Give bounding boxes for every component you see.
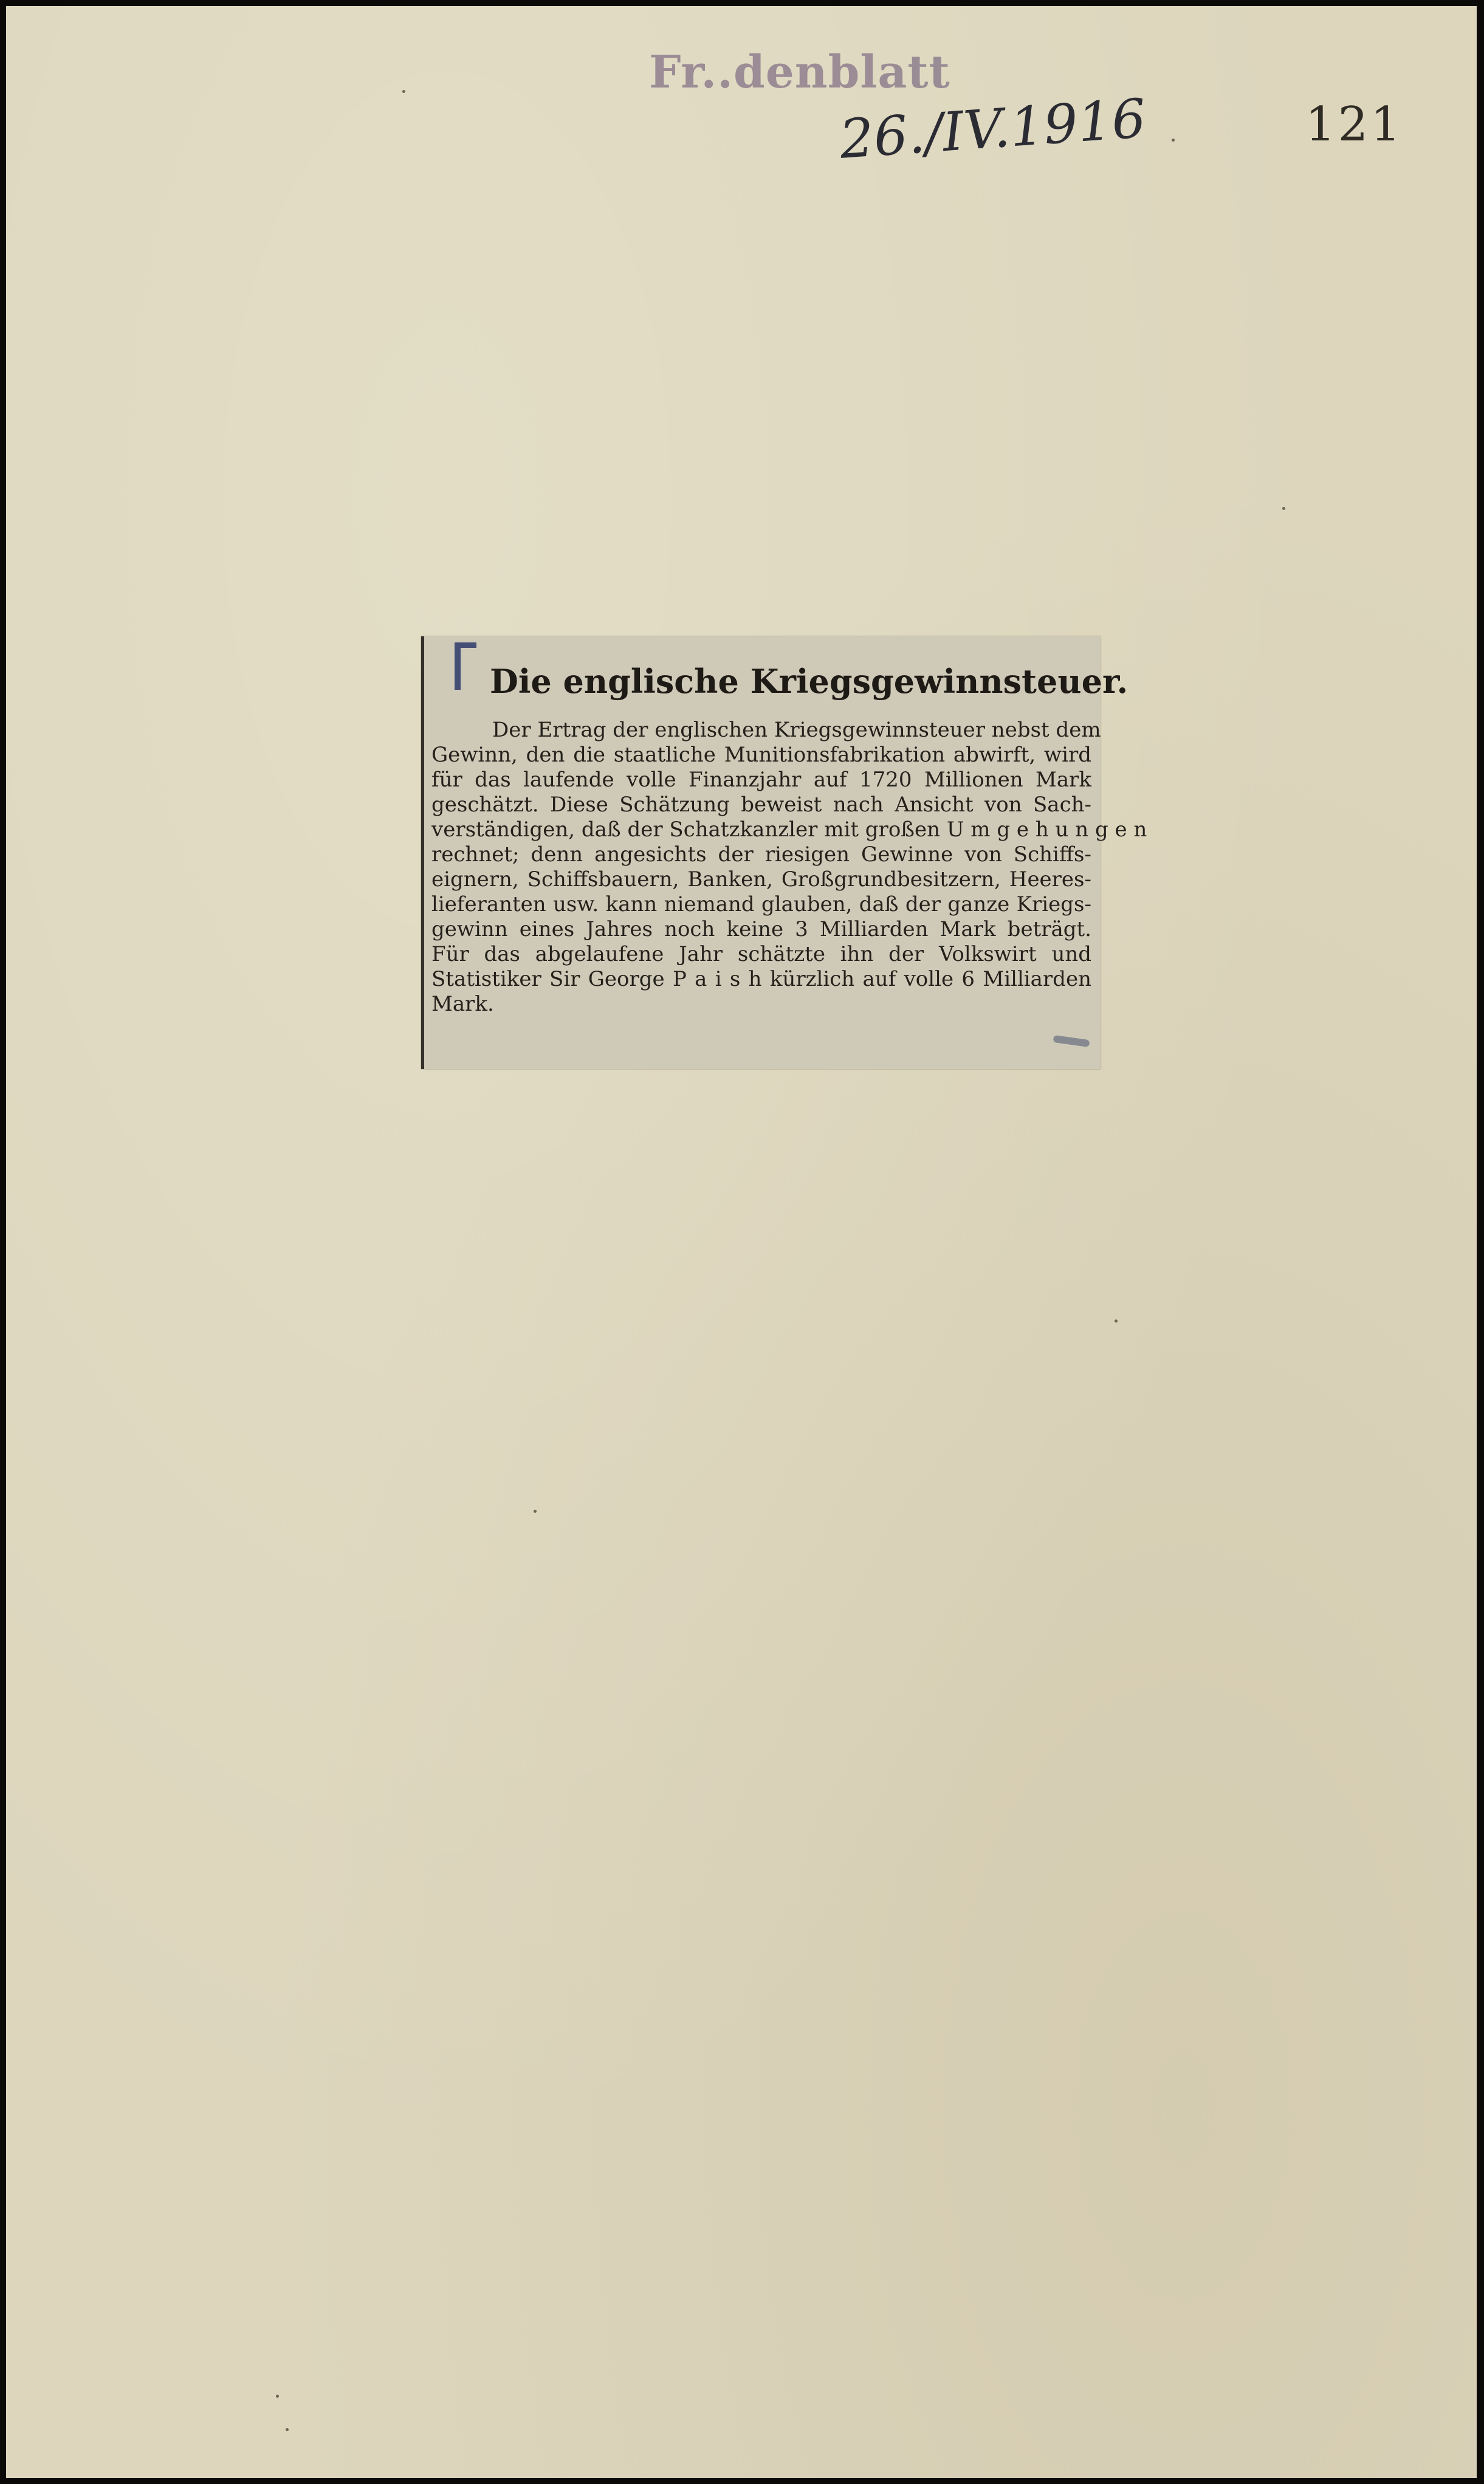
clipping-line: Mark. [431,992,494,1016]
paper-speck [1172,139,1175,142]
paper-speck [276,2395,279,2398]
paper-speck [402,90,405,93]
ink-smudge [1053,1035,1090,1047]
paper-speck [534,1510,537,1513]
clipping-line: Der Ertrag der englischen Kriegsgewinnsteuer nebst dem [492,718,1101,742]
clipping-line: für das laufende volle Finanzjahr auf 1720 Millionen Mark [431,768,1091,792]
handwritten-date: 26./IV.1916 [837,86,1148,171]
clipping-line: verständigen, daß der Schatzkanzler mit großen U m g e h u n g e n [431,817,1147,842]
blue-pencil-mark [455,642,476,690]
archive-sheet [6,6,1477,2478]
newspaper-clipping [421,636,1147,1069]
paper-speck [1115,1319,1118,1323]
clipping-line: gewinn eines Jahres noch keine 3 Milliarden Mark beträgt. [431,917,1091,941]
paper-speck [286,2428,289,2431]
clipping-line: lieferanten usw. kann niemand glauben, daß der ganze Kriegs- [431,892,1091,917]
paper-speck [1282,507,1285,510]
clipping-line: Statistiker Sir George P a i s h kürzlich auf volle 6 Milliarden [431,967,1091,991]
clipping-line: rechnet; denn angesichts der riesigen Gewinne von Schiffs- [431,842,1091,867]
clipping-headline: Die englische Kriegsgewinnsteuer. [490,662,1128,701]
clipping-line: eignern, Schiffsbauern, Banken, Großgrundbesitzern, Heeres- [431,867,1091,892]
newspaper-stamp: Fr..denblatt [649,46,950,98]
folio-number: 121 [1305,97,1403,152]
clipping-line: Für das abgelaufene Jahr schätzte ihn der Volkswirt und [431,942,1091,966]
clipping-line: Gewinn, den die staatliche Munitionsfabrikation abwirft, wird [431,743,1091,767]
clipping-line: geschätzt. Diese Schätzung beweist nach Ansicht von Sach- [431,793,1091,817]
clipping-body [431,718,1147,1017]
